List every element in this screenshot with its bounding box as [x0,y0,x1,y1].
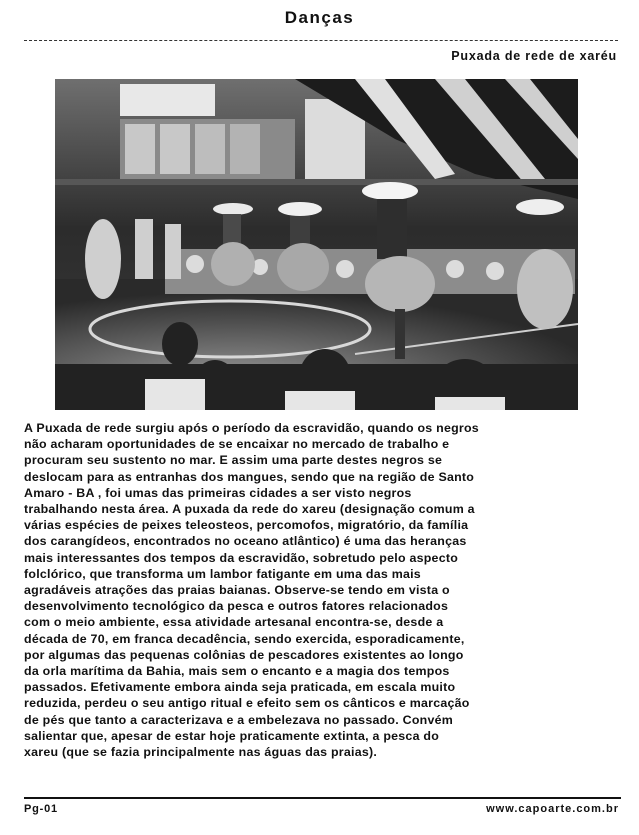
body-line: agradáveis atrações das praias baianas. Observe-se tendo em vista o [24,583,450,598]
website-link[interactable]: www.capoarte.com.br [486,803,619,815]
body-line: deslocam para as entranhas dos mangues, sendo que na região de Santo [24,469,475,484]
body-line: dos carangídeos, encontrados no oceano atlântico) é uma das heranças [24,534,467,549]
body-line: de pés que tanto a caracterizava e a embelezava no passado. Convém [24,712,454,727]
footer-divider [24,797,621,799]
body-line: desenvolvimento tecnológico da pesca e outros fatores relacionados [24,599,449,614]
header-divider [24,40,618,41]
body-line: com o meio ambiente, essa atividade artesanal encontra-se, desde a [24,615,444,630]
body-line: procuram seu sustento no mar. E assim uma parte destes negros se [24,453,443,468]
section-title: Puxada de rede de xaréu [451,49,617,63]
body-line: salientar que, apesar de estar hoje praticamente extinta, a pesca do [24,728,440,743]
body-line: folclórico, que transforma um lambor fatigante em uma das mais [24,566,421,581]
body-line: por algumas das pequenas colônias de pescadores existentes ao longo [24,647,464,662]
body-line: trabalhando nesta área. A puxada da rede do xareu (designação comum a [24,502,475,517]
dance-photo [55,79,578,410]
body-line: reduzida, perdeu o seu antigo ritual e efeito sem os cânticos e marcação [24,696,470,711]
article-body [24,420,620,760]
body-line: várias espécies de peixes teleosteos, percomofos, migratório, da família [24,518,469,533]
body-line: da orla marítima da Bahia, mais sem o encanto e a magia dos tempos [24,664,450,679]
page-title: Danças [284,8,355,27]
body-line: Amaro - BA , foi umas das primeiras cidades a ser visto negros [24,485,412,500]
body-line: xareu (que se fazia principalmente nas águas das praias). [24,745,378,760]
body-line: mais interessantes dos tempos da escravidão, sobretudo pelo aspecto [24,550,459,565]
page-number: Pg-01 [24,803,58,815]
body-line: não acharam oportunidades de se encaixar no mercado de trabalho e [24,437,450,452]
body-line: passados. Efetivamente embora ainda seja praticada, em escala muito [24,680,456,695]
body-line: década de 70, em franca decadência, sendo exercida, esporadicamente, [24,631,465,646]
body-line: A Puxada de rede surgiu após o período da escravidão, quando os negros [24,421,479,435]
